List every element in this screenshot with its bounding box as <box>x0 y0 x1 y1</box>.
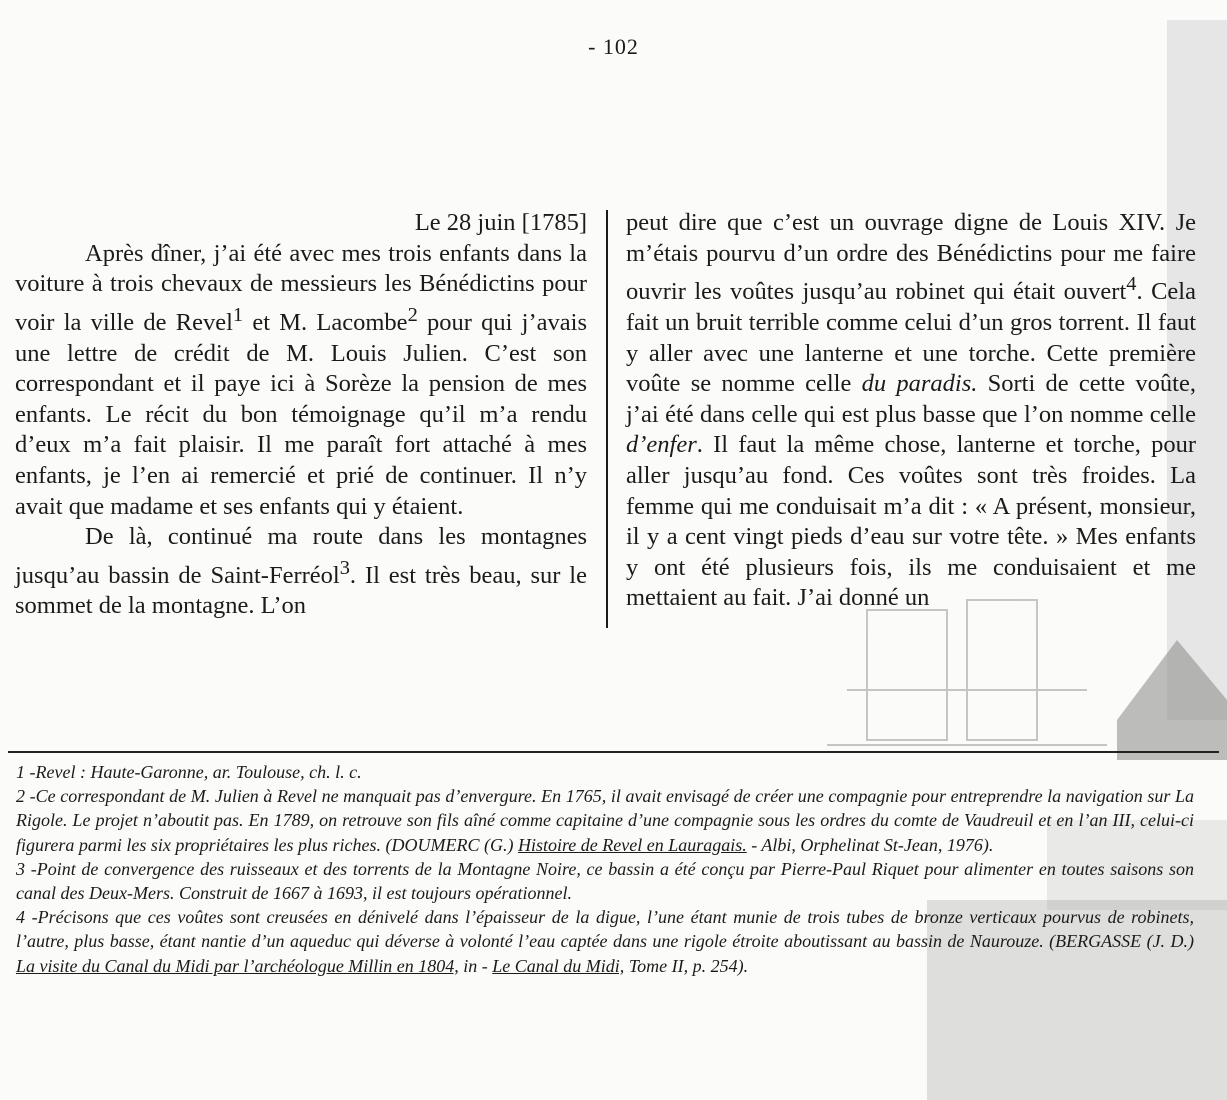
paragraph-2 <box>15 522 587 622</box>
footnote-rule <box>8 751 1219 753</box>
paragraph-2-text-b: . Il est très beau, sur le sommet de la montagne. L’on <box>15 561 587 620</box>
footnotes <box>16 760 1194 978</box>
footnote-2-text: 2 -Ce correspondant de M. Julien à Revel ne manquait pas d’envergure. En 1765, il avait envisagé de créer une compagnie pour entreprendre la navigation sur La Rigole. Le projet n’aboutit pas. En 1789, on retrouve son fils aîné comme capitaine d’une compagnie sous les ordres du comte de Vaudreuil et en l’an III, celui-ci figurera parmi les six propriétaires les plus riches. (DOUMERC (G.) <box>16 786 1194 855</box>
paragraph-2-text: De là, continué ma route dans les montagnes jusqu’au bassin de Saint-Ferréol <box>15 523 587 589</box>
footnote-ref-4: 4 <box>1126 273 1137 296</box>
footnote-4 <box>16 905 1194 978</box>
footnote-1: 1 -Revel : Haute-Garonne, ar. Toulouse, ch. l. c. <box>16 762 362 782</box>
paragraph-3-text: peut dire que c’est un ouvrage digne de Louis XIV. Je m’étais pourvu d’un ordre des Bénédictins pour me faire ouvrir les voûtes jusqu’au robinet qui était ouvert <box>626 209 1196 306</box>
footnote-4-title-1: La visite du Canal du Midi par l’archéologue Millin en 1804, <box>16 955 459 976</box>
footnote-ref-1: 1 <box>232 303 244 326</box>
paragraph-1-text-c: pour qui j’avais une lettre de crédit de M. Louis Julien. C’est son correspondant et il paye ici à Sorèze la pension de mes enfants. Le récit du bon témoignage qu’il m’a rendu d’eux m’a fait plaisir. Il me paraît fort attaché à mes enfants, je l’en ai remercié et prié de continuer. Il n’y avait que madame et ses enfants qui y étaient. <box>15 308 587 520</box>
footnote-2 <box>16 784 1194 857</box>
footnote-4-text: 4 -Précisons que ces voûtes sont creusées en dénivelé dans l’épaisseur de la digue, l’une étant munie de trois tubes de bronze verticaux pourvus de robinets, l’autre, plus basse, étant nantie d’un aqueduc qui déverse à volonté l’eau captée dans une rigole étroite aboutissant au bassin de Naurouze. (BERGASSE (J. D.) <box>16 907 1194 952</box>
footnote-ref-3: 3 <box>339 556 350 579</box>
footnote-ref-2: 2 <box>407 303 418 326</box>
page-number: - 102 <box>588 34 639 59</box>
paragraph-3-em-2: d’enfer <box>626 431 697 459</box>
footnote-4-text-c: Tome II, p. 254). <box>624 955 749 976</box>
right-column <box>626 208 1196 614</box>
entry-date: Le 28 juin [1785] <box>414 209 587 236</box>
paragraph-1 <box>15 239 587 523</box>
footnote-4-title-2: Le Canal du Midi, <box>492 955 625 976</box>
column-divider <box>606 210 608 628</box>
paragraph-1-text: Après dîner, j’ai été avec mes trois enfants dans la voiture à trois chevaux de messieurs les Bénédictins pour voir la ville de Revel <box>15 239 587 336</box>
footnote-4-text-b: in - <box>458 955 493 976</box>
paragraph-3-text-b: . Cela fait un bruit terrible comme celui d’un gros torrent. Il faut y aller avec une lanterne et une torche. Cette première voûte se nomme celle <box>626 278 1196 398</box>
left-column <box>15 208 587 622</box>
paragraph-3-em-1: du paradis. <box>861 370 978 398</box>
footnote-3: 3 -Point de convergence des ruisseaux et des torrents de la Montagne Noire, ce bassin a été conçu par Pierre-Paul Riquet pour alimenter en toutes saisons son canal des Deux-Mers. Construit de 1667 à 1693, il est toujours opérationnel. <box>16 858 1194 904</box>
paragraph-3 <box>626 208 1196 614</box>
footnote-2-title: Histoire de Revel en Lauragais. <box>517 834 747 855</box>
paragraph-3-text-c: Sorti de cette voûte, j’ai été dans celle qui est plus basse que l’on nomme celle <box>626 370 1196 428</box>
paragraph-3-text-d: . Il faut la même chose, lanterne et torche, pour aller jusqu’au fond. Ces voûtes sont très froides. La femme qui me conduisait m’a dit : « A présent, monsieur, il y a cent vingt pieds d’eau sur votre tête. » Mes enfants y ont été plusieurs fois, ils me conduisaient et me mettaient au fait. J’ai donné un <box>626 431 1196 612</box>
footnote-2-text-b: - Albi, Orphelinat St-Jean, 1976). <box>746 834 994 855</box>
paragraph-1-text-b: et M. Lacombe <box>243 308 408 336</box>
